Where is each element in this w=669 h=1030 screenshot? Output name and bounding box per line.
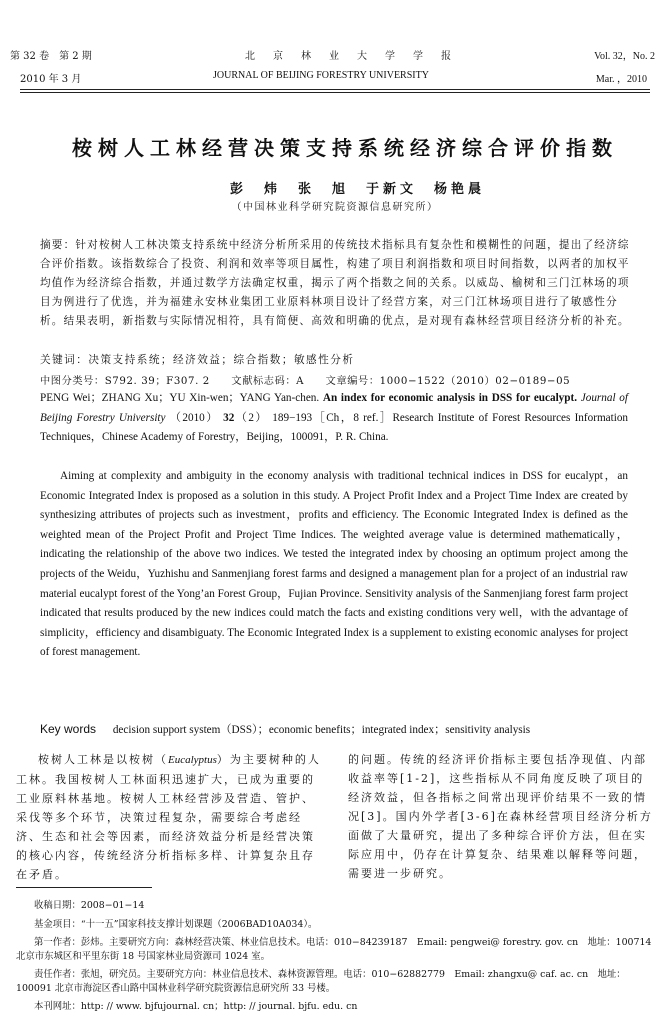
header-volume-cn: 第 32 卷 第 2 期 bbox=[10, 51, 92, 62]
footnote-author1: 第一作者：彭炜。主要研究方向：森林经营决策、林业信息技术。电话：010−84239187 Email: pengwei@ forestry. gov. cn 地址：100714 北京市东城区和平里东街 18 号国家林业局资源司 1024 室。 bbox=[16, 937, 652, 962]
citation-pages: 189−193［Ch，8 ref.］Research Institute of Forest Resources Information Techniques，Chinese Academy of Forestry，Beijing，100091，P. R. China. bbox=[40, 411, 629, 444]
header-journal-cn: 北 京 林 业 大 学 学 报 bbox=[245, 51, 455, 62]
paper-title: 桉树人工林经营决策支持系统经济综合评价指数 bbox=[72, 136, 618, 160]
abstract-cn: 摘要：针对桉树人工林决策支持系统中经济分析所采用的传统技术指标具有复杂性和模糊性的问题，提出了经济综合评价指数。该指数综合了投资、利润和效率等项目属性，构建了项目利润指数和项目时间指数，以两者的加权平均值作为经济综合指数，并通过数学方法确定权重，揭示了两个指数之间的关系。以威岛、榆树和三门江林场的项目为例进行了优选，并为福建永安林业集团工业原料林项目设计了经营方案，对三门江林场项目进行了敏感性分析。结果表明，新指数与实际情况相符，具有简便、高效和明确的优点，是对现有森林经营项目经济分析的补充。 bbox=[40, 239, 630, 327]
body-right-column: 的问题。传统的经济评价指标主要包括净现值、内部收益率等[1-2]，这些指标从不同角度反映了项目的经济效益，但各指标之间常出现评价结果不一致的情况[3]。国内外学者[3-6]在森林经营项目经济分析方面做了大量研究，提出了多种综合评价方法，但在实际应用中，仍存在计算复杂、结果难以解释等问题，需要进一步研究。 bbox=[348, 753, 653, 880]
footnote-received: 收稿日期：2008−01−14 bbox=[34, 900, 145, 911]
body-left-rest: ）为主要树种的人工林。我国桉树人工林面积迅速扩大，已成为重要的工业原料林基地。桉树人工林经营涉及营造、管护、采伐等多个环节，决策过程复杂，需要综合考虑经济、生态和社会等因素，而经济效益分析是经营决策的核心内容，传统经济分析指标多样、计算复杂且存在矛盾。 bbox=[16, 753, 321, 881]
citation-issue: （2） bbox=[234, 411, 269, 424]
footnote-rule bbox=[16, 887, 152, 888]
affiliation: （中国林业科学研究院资源信息研究所） bbox=[231, 202, 439, 213]
citation-authors: PENG Wei；ZHANG Xu；YU Xin-wen；YANG Yan-chen. bbox=[40, 392, 320, 404]
header-volume-en: Vol. 32，No. 2 bbox=[594, 51, 655, 62]
keywords-en-text: decision support system（DSS）；economic benefits；integrated index；sensitivity analysis bbox=[112, 724, 531, 736]
citation-title: An index for economic analysis in DSS for eucalypt. bbox=[322, 392, 578, 404]
citation-journal: Journal of Beijing Forestry University bbox=[40, 392, 628, 424]
citation-block bbox=[40, 389, 628, 448]
footnote-author2: 责任作者：张旭，研究员。主要研究方向：林业信息技术、森林资源管理。电话：010−62882779 Email: zhangxu@ caf. ac. cn 地址：100091 北京市海淀区香山路中国林业科学研究院资源信息研究所 33 号楼。 bbox=[16, 969, 626, 994]
header-date-cn: 2010 年 3 月 bbox=[20, 74, 82, 85]
classification-cn: 中图分类号：S792. 39；F307. 2 文献标志码：A 文章编号：1000−1522（2010）02−0189−05 bbox=[40, 376, 571, 387]
header-rule bbox=[20, 89, 650, 90]
citation-year: （2010） bbox=[169, 411, 219, 424]
header-date-en: Mar. ，2010 bbox=[595, 74, 647, 85]
keywords-cn: 关键词：决策支持系统；经济效益；综合指数；敏感性分析 bbox=[40, 354, 355, 366]
citation-volume: 32 bbox=[223, 411, 235, 424]
genus-name: Eucalyptus bbox=[168, 754, 217, 766]
footnote-web: 本刊网址：http: // www. bjfujournal. cn；http: // journal. bjfu. edu. cn bbox=[34, 1001, 358, 1012]
header-rule-thin bbox=[20, 92, 650, 93]
keywords-en bbox=[40, 721, 530, 737]
body-left-start: 桉树人工林是以桉树（ bbox=[38, 753, 168, 766]
authors: 彭 炜 张 旭 于新文 杨艳晨 bbox=[230, 182, 486, 197]
footnote-fund: 基金项目：“十一五”国家科技支撑计划课题（2006BAD10A034）。 bbox=[34, 919, 318, 930]
abstract-en: Aiming at complexity and ambiguity in the economy analysis with traditional technical indices in DSS for eucalypt，an Economic Integrated Index is proposed as a solution in this study. A Project Profit Index and a Project Time Index are created by synthesizing attributes of projects such as investment，profits and efficiency. The Economic Integrated Index is defined as the weighted mean of the Project Profit and Project Time Indices. The weighted average value is determined mathematically，indicating the relationship of the above two indices. We tested the integrated index by choosing an optimum project among the projects of the Weidu，Yuzhishu and Sanmenjiang forest farms and designed a management plan for a project of an industrial raw material eucalypt forest of the Yong’an Forest Group，Fujian Province. Sensitivity analysis of the Sanmenjiang forest farm project indicated that results produced by the new indices could match the facts and existing conditions very well，with the advantage of simplicity，efficiency and disambiguaty. The Economic Integrated Index is a supplement to existing economic analyses for project of forest management. bbox=[40, 470, 628, 659]
header-journal-en: JOURNAL OF BEIJING FORESTRY UNIVERSITY bbox=[213, 70, 429, 81]
body-left-column bbox=[16, 750, 326, 881]
keywords-en-label: Key words bbox=[40, 722, 97, 736]
